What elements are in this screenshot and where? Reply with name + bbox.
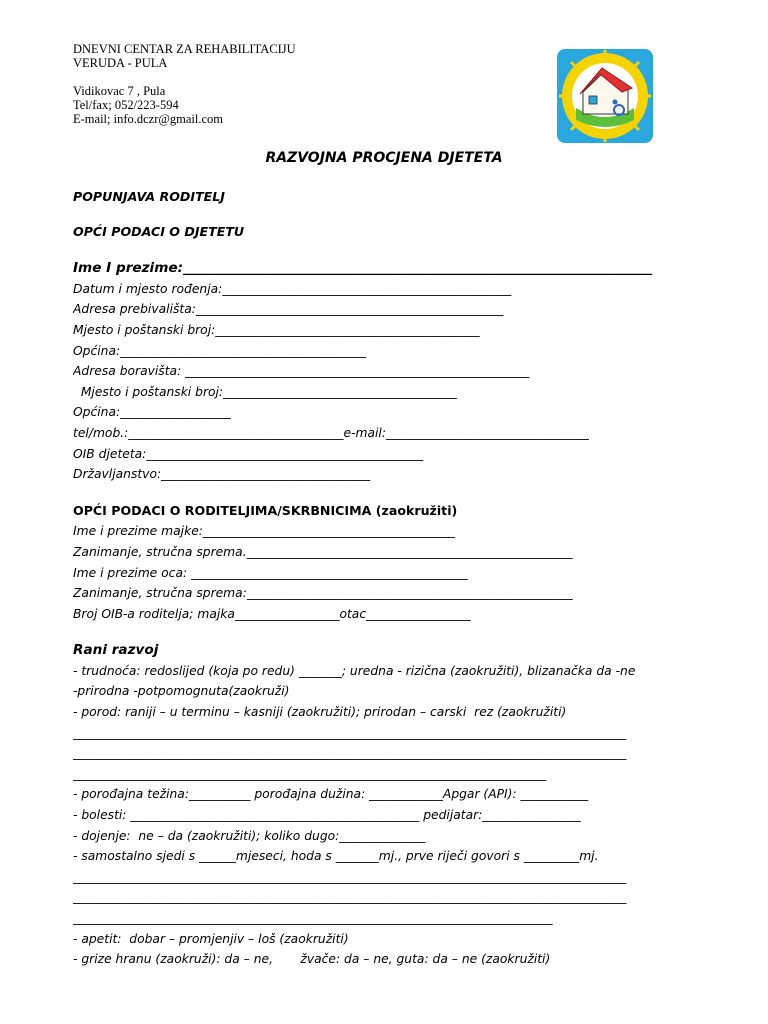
form-title: RAZVOJNA PROCJENA DJETETA — [265, 150, 503, 166]
section-parents-heading: OPĆI PODACI O RODITELJIMA/SKRBNICIMA (zaokružiti) — [73, 502, 458, 518]
org-name-line1: DNEVNI CENTAR ZA REHABILITACIJU — [73, 42, 296, 56]
org-name-line2: VERUDA - PULA — [73, 56, 168, 70]
nursing-field[interactable]: - dojenje: ne – da (zaokružiti); koliko dugo:______________ — [73, 828, 426, 843]
mother-job-field[interactable]: Zanimanje, stručna sprema._____________________________________________________ — [73, 544, 573, 559]
father-job-field[interactable]: Zanimanje, stručna sprema:_____________________________________________________ — [73, 586, 573, 601]
child-citizenship-field[interactable]: Državljanstvo:__________________________________ — [73, 467, 371, 482]
blank-line[interactable]: __________________________________________________________________________________________ — [73, 869, 627, 884]
section-early-heading: Rani razvoj — [73, 642, 159, 659]
conception-field[interactable]: -prirodna -potpomognuta(zaokruži) — [73, 684, 290, 699]
child-residence-field[interactable]: Adresa prebivališta:__________________________________________________ — [73, 302, 504, 317]
child-phone-email-field[interactable]: tel/mob.:___________________________________e-mail:_________________________________ — [73, 425, 589, 440]
birth-type-field[interactable]: - porod: raniji – u terminu – kasniji (zaokružiti); prirodan – carski rez (zaokružiti) — [73, 705, 567, 720]
pregnancy-field[interactable]: - trudnoća: redoslijed (koja po redu) _______; uredna - rizična (zaokružiti), blizanačka da -ne — [73, 663, 636, 678]
org-address: Vidikovac 7 , Pula — [73, 84, 166, 98]
blank-line[interactable]: _____________________________________________________________________________ — [73, 766, 547, 781]
section-parent-heading: POPUNJAVA RODITELJ — [73, 189, 225, 204]
child-stay-postal-field[interactable]: Mjesto i poštanski broj:______________________________________ — [73, 384, 457, 399]
parents-oib-field[interactable]: Broj OIB-a roditelja; majka_________________otac_________________ — [73, 606, 471, 621]
blank-line[interactable]: __________________________________________________________________________________________ — [73, 890, 627, 905]
child-municipality-field[interactable]: Općina:________________________________________ — [73, 343, 367, 358]
blank-line[interactable]: __________________________________________________________________________________________ — [73, 725, 627, 740]
form-body — [73, 187, 723, 970]
organization-header — [73, 42, 296, 126]
appetite-field[interactable]: - apetit: dobar – promjenjiv – loš (zaokružiti) — [73, 931, 349, 946]
birth-weight-field[interactable]: - porođajna težina:__________ porođajna dužina: ____________Apgar (API): ___________ — [73, 787, 589, 802]
child-birth-field[interactable]: Datum i mjesto rođenja:_______________________________________________ — [73, 281, 512, 296]
blank-line[interactable]: __________________________________________________________________________________________ — [73, 746, 627, 761]
mother-name-field[interactable]: Ime i prezime majke:_________________________________________ — [73, 524, 456, 539]
child-name-field[interactable]: Ime I prezime:_____________________________________________________________________ — [73, 260, 652, 277]
milestones-field[interactable]: - samostalno sjedi s ______mjeseci, hoda s _______mj., prve riječi govori s _________mj. — [73, 849, 599, 864]
section-child-heading: OPĆI PODACI O DJETETU — [73, 223, 245, 239]
child-postal-field[interactable]: Mjesto i poštanski broj:___________________________________________ — [73, 322, 480, 337]
illness-field[interactable]: - bolesti: _______________________________________________ pedijatar:________________ — [73, 808, 581, 823]
org-email: E-mail; info.dczr@gmail.com — [73, 112, 224, 126]
child-stay-address-field[interactable]: Adresa boravišta: ________________________________________________________ — [73, 364, 530, 379]
father-name-field[interactable]: Ime i prezime oca: _____________________________________________ — [73, 565, 468, 580]
house-sun-logo-icon — [556, 48, 654, 144]
child-oib-field[interactable]: OIB djeteta:_____________________________________________ — [73, 446, 424, 461]
child-stay-municipality-field[interactable]: Općina:__________________ — [73, 405, 231, 420]
org-phone: Tel/fax; 052/223-594 — [73, 98, 179, 112]
blank-line[interactable]: ______________________________________________________________________________ — [73, 911, 553, 925]
food-field[interactable]: - grize hranu (zaokruži): da – ne, žvače: da – ne, guta: da – ne (zaokružiti) — [73, 952, 551, 967]
